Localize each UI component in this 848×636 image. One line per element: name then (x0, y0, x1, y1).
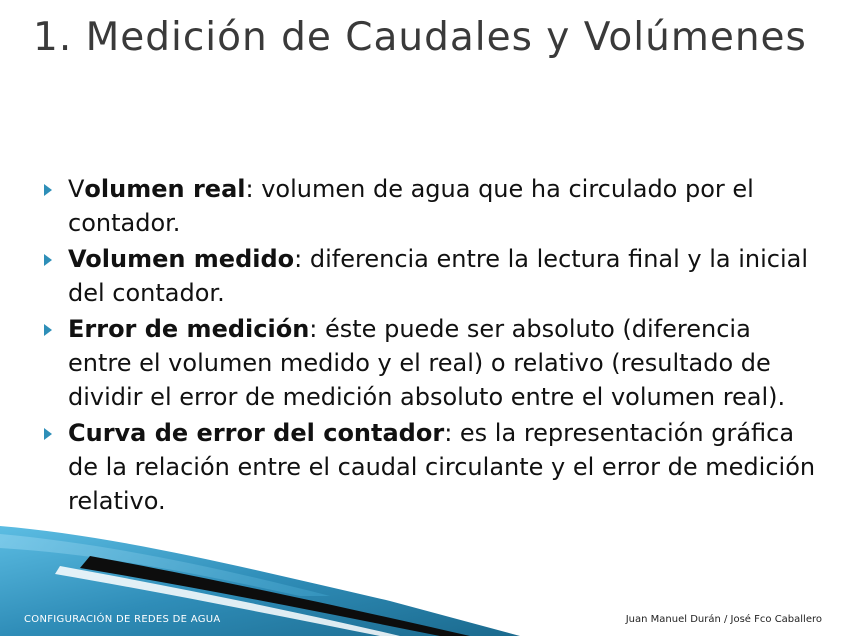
triangle-bullet-icon (44, 428, 52, 440)
bullet-item-error-medicion (40, 312, 820, 414)
footer-authors: Juan Manuel Durán / José Fco Caballero (625, 614, 822, 625)
bullet-list (40, 172, 820, 520)
footer-course-name: CONFIGURACIÓN DE REDES DE AGUA (24, 614, 221, 625)
bullet-term: Error de medición (68, 315, 310, 343)
triangle-bullet-icon (44, 184, 52, 196)
bullet-text: volumen de agua que ha circulado por el contador. (68, 175, 754, 237)
bullet-text: es la representación gráfica de la relación entre el caudal circulante y el error de medición relativo. (68, 419, 816, 515)
bullet-term: Curva de error del contador (68, 419, 445, 447)
bullet-colon: : (444, 419, 453, 447)
bullet-item-curva-error (40, 416, 820, 518)
bullet-term: Volumen medido (68, 245, 295, 273)
bullet-item-volumen-medido (40, 242, 820, 310)
triangle-bullet-icon (44, 254, 52, 266)
triangle-bullet-icon (44, 324, 52, 336)
bullet-colon: : (245, 175, 254, 203)
bullet-term: olumen real (84, 175, 246, 203)
bullet-term-prefix: V (68, 175, 85, 203)
bullet-colon: : (309, 315, 318, 343)
bullet-text: éste puede ser absoluto (diferencia entre el volumen medido y el real) o relativo (resultado de dividir el error de medición absoluto entre el volumen real). (68, 315, 786, 411)
bullet-colon: : (294, 245, 303, 273)
bullet-item-volumen-real (40, 172, 820, 240)
slide-title: 1. Medición de Caudales y Volúmenes (33, 15, 807, 60)
bullet-text: diferencia entre la lectura final y la inicial del contador. (68, 245, 809, 307)
